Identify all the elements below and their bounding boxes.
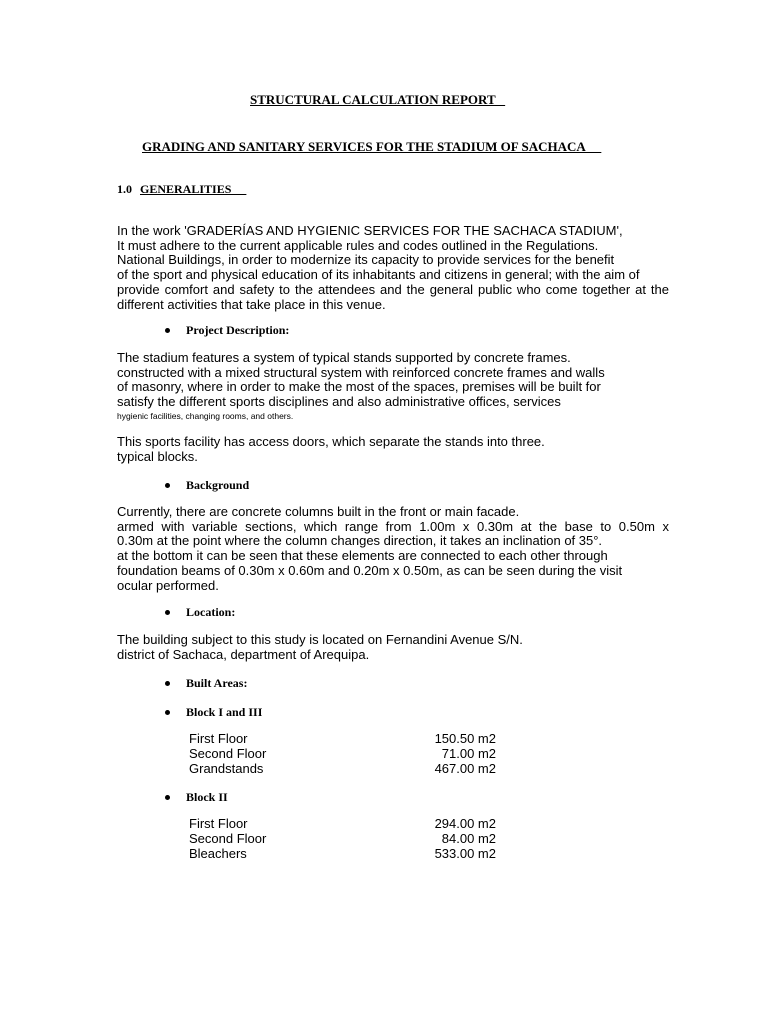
bullet-background: [165, 478, 249, 493]
bullet-label: Background: [186, 478, 250, 492]
section-number: 1.0: [117, 182, 132, 196]
report-subtitle: GRADING AND SANITARY SERVICES FOR THE STADIUM OF SACHACA: [142, 139, 602, 154]
area-value: 533.00 m2: [434, 845, 496, 861]
bullet-project-description: [165, 323, 289, 338]
background-paragraph: [117, 505, 669, 593]
project-line: constructed with a mixed structural system with reinforced concrete frames and walls: [117, 364, 605, 380]
project-small-line: hygienic facilities, changing rooms, and others.: [117, 410, 294, 421]
bullet-label: Block II: [186, 790, 228, 804]
intro-line: It must adhere to the current applicable rules and codes outlined in the Regulations.: [117, 237, 599, 253]
bullet-label: Project Description:: [186, 323, 290, 337]
area-row: [189, 847, 496, 862]
bullet-block-i-iii: [165, 705, 262, 720]
bullet-icon: [165, 681, 170, 686]
area-label: Grandstands: [189, 760, 264, 776]
bullet-block-ii: [165, 790, 228, 805]
background-line: 0.30m at the point where the column changes direction, it takes an inclination of 35°.: [117, 533, 603, 549]
bullet-built-areas: [165, 676, 247, 691]
intro-line: National Buildings, in order to modernize its capacity to provide services for the benefit: [117, 252, 615, 268]
project-line: typical blocks.: [117, 448, 198, 464]
bullet-label: Built Areas:: [186, 676, 248, 690]
block-i-iii-areas: [189, 732, 496, 776]
area-value: 71.00 m2: [441, 745, 496, 761]
bullet-icon: [165, 328, 170, 333]
area-label: Second Floor: [189, 830, 267, 846]
intro-line: different activities that take place in this venue.: [117, 296, 386, 312]
area-row: [189, 732, 496, 747]
area-row: [189, 762, 496, 777]
project-paragraph-2: [117, 435, 545, 464]
project-line: This sports facility has access doors, which separate the stands into three.: [117, 434, 545, 449]
bullet-icon: [165, 795, 170, 800]
background-line: Currently, there are concrete columns built in the front or main facade.: [117, 504, 520, 519]
area-value: 294.00 m2: [434, 816, 496, 831]
background-line: foundation beams of 0.30m x 0.60m and 0.20m x 0.50m, as can be seen during the visit: [117, 562, 623, 578]
area-row: [189, 817, 496, 832]
section-heading: [117, 182, 246, 197]
area-label: First Floor: [189, 816, 248, 831]
background-line: at the bottom it can be seen that these elements are connected to each other through: [117, 548, 608, 564]
section-name: GENERALITIES: [140, 182, 247, 196]
block-ii-areas: [189, 817, 496, 861]
area-label: First Floor: [189, 731, 248, 746]
background-line: armed with variable sections, which range from 1.00m x 0.30m at the base to 0.50m x: [117, 518, 669, 534]
location-paragraph: [117, 633, 523, 662]
area-value: 84.00 m2: [441, 830, 496, 846]
project-line: of masonry, where in order to make the most of the spaces, premises will be built for: [117, 379, 601, 395]
background-line: ocular performed.: [117, 577, 219, 593]
area-value: 150.50 m2: [434, 731, 496, 746]
intro-line: of the sport and physical education of its inhabitants and citizens in general; with the aim of: [117, 267, 640, 283]
project-paragraph: [117, 351, 605, 422]
project-line: The stadium features a system of typical stands supported by concrete frames.: [117, 350, 571, 365]
area-row: [189, 747, 496, 762]
location-line: The building subject to this study is located on Fernandini Avenue S/N.: [117, 632, 523, 647]
area-label: Bleachers: [189, 845, 247, 861]
area-row: [189, 832, 496, 847]
location-line: district of Sachaca, department of Arequipa.: [117, 646, 370, 662]
project-line: satisfy the different sports disciplines and also administrative offices, services: [117, 394, 561, 410]
bullet-label: Block I and III: [186, 705, 263, 719]
area-label: Second Floor: [189, 745, 267, 761]
bullet-icon: [165, 710, 170, 715]
area-value: 467.00 m2: [434, 760, 496, 776]
bullet-icon: [165, 610, 170, 615]
bullet-label: Location:: [186, 605, 236, 619]
intro-line: provide comfort and safety to the attendees and the general public who come together at the: [117, 281, 669, 297]
bullet-location: [165, 605, 235, 620]
bullet-icon: [165, 483, 170, 488]
intro-line: In the work 'GRADERÍAS AND HYGIENIC SERVICES FOR THE SACHACA STADIUM',: [117, 223, 623, 238]
report-title: STRUCTURAL CALCULATION REPORT: [250, 92, 506, 107]
intro-paragraph: [117, 224, 669, 312]
